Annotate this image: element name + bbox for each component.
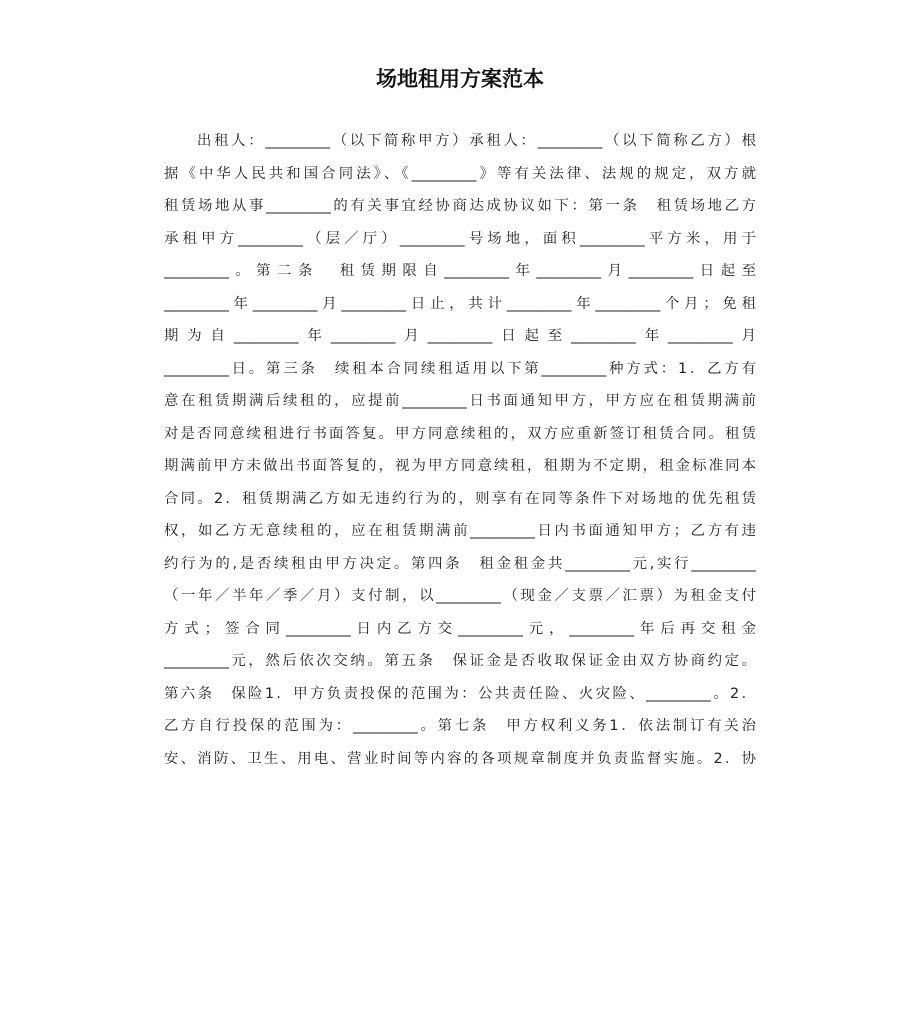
body-line: 方式；签合同_________日内乙方交_________元，_________年后再交租金 bbox=[164, 620, 756, 637]
body-line: 出租人：_________（以下简称甲方）承租人：_________（以下简称乙方）根 bbox=[197, 133, 756, 149]
body-line: 期为自_________年_________月_________日起至_________年_________月 bbox=[164, 328, 756, 344]
body-line: 据《中华人民共和国合同法》、《_________》等有关法律、法规的规定，双方就 bbox=[164, 165, 756, 182]
body-line: _________元，然后依次交纳。第五条 保证金是否收取保证金由双方协商约定。 bbox=[164, 653, 756, 669]
body-line: 租赁场地从事_________的有关事宜经协商达成协议如下：第一条 租赁场地乙方 bbox=[164, 198, 756, 214]
body-line: 第六条 保险1．甲方负责投保的范围为：公共责任险、火灾险、_________。2． bbox=[164, 685, 756, 702]
body-line: _________年_________月_________日止，共计_________年_________个月；免租 bbox=[164, 295, 756, 312]
body-line: （一年／半年／季／月）支付制，以_________（现金／支票／汇票）为租金支付 bbox=[164, 588, 756, 604]
document-body bbox=[164, 125, 756, 775]
body-line: 约行为的,是否续租由甲方决定。第四条 租金租金共_________元,实行_________ bbox=[164, 555, 756, 572]
body-line: 合同。2．租赁期满乙方如无违约行为的，则享有在同等条件下对场地的优先租赁 bbox=[164, 490, 756, 507]
body-line: 安、消防、卫生、用电、营业时间等内容的各项规章制度并负责监督实施。2．协 bbox=[164, 750, 756, 767]
body-line: 期满前甲方未做出书面答复的，视为甲方同意续租，租期为不定期，租金标准同本 bbox=[164, 458, 756, 474]
body-line: _________。第二条 租赁期限自_________年_________月_________日起至 bbox=[164, 263, 756, 279]
body-line: 权，如乙方无意续租的，应在租赁期满前_________日内书面通知甲方；乙方有违 bbox=[164, 523, 756, 539]
body-line: 乙方自行投保的范围为：_________。第七条 甲方权利义务1．依法制订有关治 bbox=[164, 718, 756, 734]
body-line: 意在租赁期满后续租的，应提前_________日书面通知甲方，甲方应在租赁期满前 bbox=[164, 393, 756, 409]
body-line: _________日。第三条 续租本合同续租适用以下第_________种方式：1．乙方有 bbox=[164, 360, 756, 377]
body-line: 承租甲方_________（层／厅）_________号场地，面积_________平方米，用于 bbox=[164, 230, 756, 247]
body-line: 对是否同意续租进行书面答复。甲方同意续租的，双方应重新签订租赁合同。租赁 bbox=[164, 425, 756, 442]
document-title: 场地租用方案范本 bbox=[376, 67, 544, 91]
